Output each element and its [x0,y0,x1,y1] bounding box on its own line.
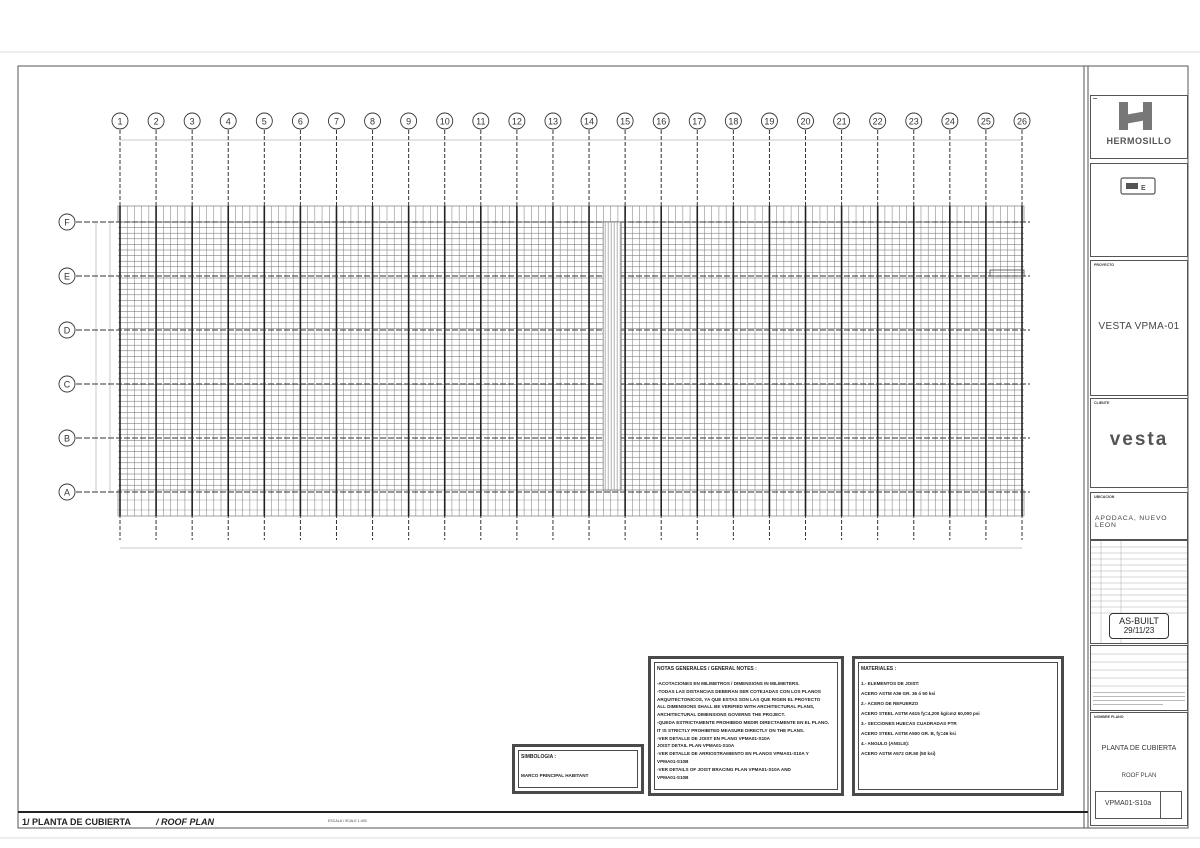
title-block-meta [1090,645,1188,711]
svg-text:D: D [63,325,71,336]
note-line: VPMA01-S10B [657,774,689,780]
note-line: VPMA01-S10B [657,759,689,764]
title-block-location [1090,492,1188,540]
column-bubble [256,113,272,129]
svg-text:25: 25 [980,116,991,127]
note-line: -VER DETAILS OF JOIST BRACING PLAN VPMA01-S10A AND [657,766,791,772]
client-name: vesta [1109,429,1169,450]
svg-text:9: 9 [406,116,412,127]
title-block-revisions [1090,540,1188,644]
column-bubble [1014,113,1030,129]
svg-text:10: 10 [439,116,450,127]
title-block-company [1090,95,1188,159]
svg-text:F: F [64,217,70,228]
column-bubble [834,113,850,129]
client-label: CLIENTE [1094,401,1110,405]
svg-text:22: 22 [872,116,883,127]
note-line: ACERO ASTM A36 GR. 36 ó 50 ksi [861,691,936,696]
svg-text:7: 7 [333,116,339,127]
row-bubble [59,484,75,500]
svg-text:18: 18 [728,116,739,127]
column-bubble [112,113,128,129]
row-bubble [59,322,75,338]
row-grid-bubbles [59,214,75,500]
svg-text:19: 19 [764,116,775,127]
column-bubble [220,113,236,129]
drawing-title: 1/ PLANTA DE CUBIERTA [22,817,131,827]
svg-text:E: E [1141,185,1146,192]
materials-box [852,656,1064,796]
status-stamp [1109,613,1169,639]
title-block-engineer [1090,163,1188,257]
project-label: PROYECTO [1094,263,1115,267]
note-line: JOIST DETAIL PLAN VPMA01-S10A [657,743,735,749]
note-line: IT IS STRICTLY PROHIBITED MEASURE DIRECTLY ON THE PLANS. [657,727,805,733]
column-bubble [581,113,597,129]
svg-text:20: 20 [800,116,811,127]
general-notes-box [648,656,844,796]
column-bubble [942,113,958,129]
svg-text:23: 23 [908,116,919,127]
svg-text:12: 12 [511,116,522,127]
svg-text:14: 14 [584,116,595,127]
svg-text:3: 3 [189,116,195,127]
materials-title: MATERIALES : [861,666,897,672]
note-line: ACERO STEEL ASTM A500 GR. B, fy=46 ksi [861,731,956,736]
status-text: AS-BUILT [1119,616,1159,626]
svg-text:15: 15 [620,116,631,127]
column-bubble [184,113,200,129]
column-bubble [473,113,489,129]
plan-name: PLANTA DE CUBIERTA [1101,745,1177,752]
column-bubble [653,113,669,129]
symbols-box [512,744,644,794]
row-bubble [59,430,75,446]
row-bubble [59,376,75,392]
company-logo [1091,96,1187,158]
svg-text:24: 24 [944,116,955,127]
column-bubble [798,113,814,129]
symbols-line: MARCO PRINCIPAL HABITANT [521,773,589,778]
column-bubble [148,113,164,129]
note-line: ARQUITECTONICOS, YA QUE ESTAS SON LAS QUE RIGEN EL PROYECTO [657,696,821,702]
svg-text:13: 13 [547,116,558,127]
svg-text:2: 2 [153,116,159,127]
column-bubble [870,113,886,129]
row-bubble [59,214,75,230]
column-bubble [725,113,741,129]
column-bubble [545,113,561,129]
note-line: 3.- SECCIONES HUECAS CUADRADAS PTR [861,721,957,726]
symbols-title: SIMBOLOGIA : [521,754,557,760]
row-bubble [59,268,75,284]
svg-text:21: 21 [836,116,847,127]
note-line: ACERO STEEL ASTM A615 fy=4,200 kg/cm2 60,000 psi [861,711,980,716]
structural-grid [76,130,1030,548]
status-date: 29/11/23 [1123,626,1155,635]
svg-text:5: 5 [261,116,267,127]
column-bubble [978,113,994,129]
column-bubble [689,113,705,129]
drawing-subtitle: / ROOF PLAN [156,817,214,827]
plan-name-en: ROOF PLAN [1121,773,1157,779]
note-line: -QUEDA ESTRICTAMENTE PROHIBIDO MEDIR DIRECTAMENTE EN EL PLANO. [657,720,830,725]
svg-text:8: 8 [370,116,376,127]
svg-text:E: E [63,271,71,282]
svg-text:A: A [63,487,71,498]
note-line: -ACOTACIONES EN MILIMETROS / DIMENSIONS IN MILIMETERS. [657,681,800,686]
column-bubble [509,113,525,129]
note-line: -VER DETALLE DE ARRIOSTRAMIENTO EN PLANOS VPMA01-S10A Y [657,751,809,757]
column-bubble [906,113,922,129]
project-name: VESTA VPMA-01 [1098,321,1180,332]
svg-text:4: 4 [225,116,231,127]
company-name: HERMOSILLO [1106,136,1172,146]
svg-text:16: 16 [656,116,667,127]
location-label: UBICACION [1094,495,1115,499]
location-name: APODACA, NUEVO LEON [1095,515,1168,529]
svg-text:17: 17 [692,116,703,127]
column-bubble [761,113,777,129]
note-line: -VER DETALLE DE JOIST EN PLANO VPMA01-S10A [657,735,770,741]
column-grid-bubbles [112,113,1030,129]
note-line: ACERO ASTM A572 GR.50 (50 ksi) [861,751,936,756]
column-bubble [437,113,453,129]
column-bubble [328,113,344,129]
column-bubble [292,113,308,129]
note-line: ALL DIMENSIONS SHALL BE VERIFIED WITH ARCHITECTURAL PLANS, [657,704,815,710]
note-line: -TODAS LAS DISTANCIAS DEBERAN SER COTEJADAS CON LOS PLANOS [657,688,821,694]
column-bubble [365,113,381,129]
plan-label: NOMBRE PLANO [1094,715,1124,719]
note-line: ARCHITECTURAL DIMENSIONS GOVERNS THE PROJECT. [657,712,786,718]
svg-text:1: 1 [117,116,123,127]
column-bubble [401,113,417,129]
notes-title: NOTAS GENERALES / GENERAL NOTES : [657,666,757,672]
svg-text:11: 11 [476,116,486,127]
note-line: 2.- ACERO DE REFUERZO [861,701,919,706]
title-block-project [1090,260,1188,396]
title-block-plan [1090,712,1188,826]
note-line: 1.- ELEMENTOS DE JOIST: [861,681,920,686]
svg-text:6: 6 [297,116,303,127]
note-line: 4.- ANGULO (ANGLE): [861,741,910,746]
sheet-number: VPMA01-S10a [1104,800,1152,807]
svg-text:B: B [63,433,71,444]
svg-text:26: 26 [1016,116,1028,127]
column-bubble [617,113,633,129]
sheet-number-box [1095,791,1161,819]
scale-text: ESCALA / SCALE 1:400 [328,819,367,823]
title-block-client [1090,398,1188,488]
svg-text:C: C [63,379,71,390]
